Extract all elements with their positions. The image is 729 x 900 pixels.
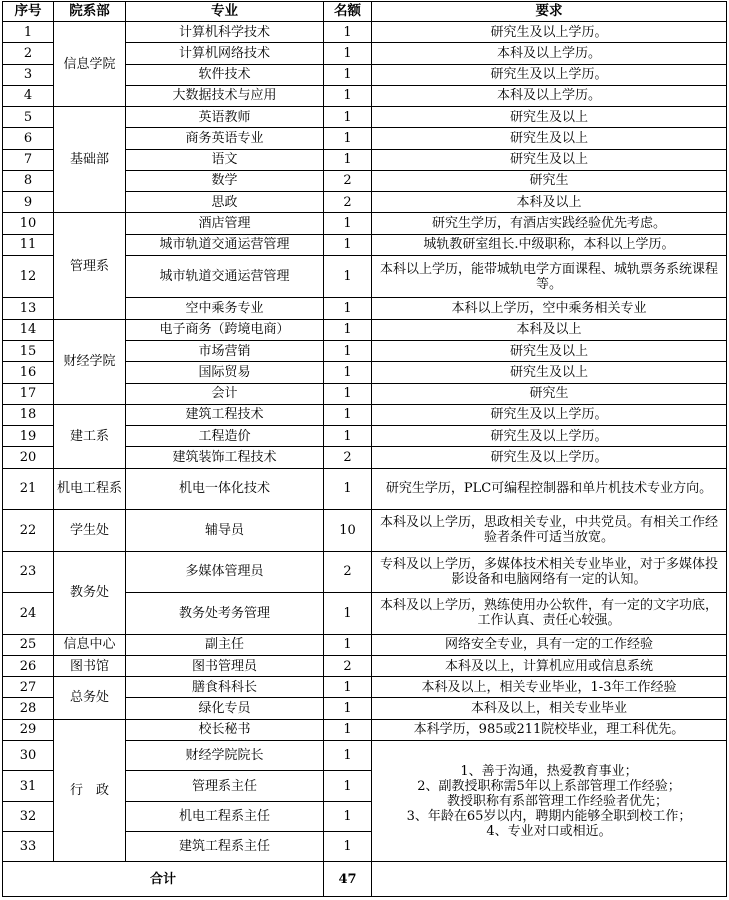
department-cell: 基础部	[54, 107, 126, 213]
table-row	[3, 634, 727, 655]
department-cell: 总务处	[54, 677, 126, 720]
row-count: 1	[324, 43, 372, 64]
row-no: 18	[3, 404, 54, 425]
row-count: 1	[324, 85, 372, 106]
row-requirement: 本科以上学历，空中乘务相关专业	[372, 298, 727, 319]
row-no: 29	[3, 719, 54, 740]
header-row	[3, 2, 727, 22]
row-major: 建筑装饰工程技术	[126, 447, 324, 468]
row-count: 1	[324, 255, 372, 298]
row-major: 机电工程系主任	[126, 801, 324, 831]
row-no: 21	[3, 468, 54, 510]
row-no: 19	[3, 426, 54, 447]
row-requirement: 研究生	[372, 383, 727, 404]
row-no: 26	[3, 655, 54, 676]
department-cell: 信息中心	[54, 634, 126, 655]
row-major: 计算机科学技术	[126, 22, 324, 43]
row-major: 多媒体管理员	[126, 551, 324, 593]
header-department: 院系部	[54, 2, 126, 22]
row-major: 工程造价	[126, 426, 324, 447]
row-count: 1	[324, 340, 372, 361]
row-major: 图书管理员	[126, 655, 324, 676]
row-count: 1	[324, 719, 372, 740]
row-major: 大数据技术与应用	[126, 85, 324, 106]
row-major: 电子商务（跨境电商）	[126, 319, 324, 340]
row-requirement: 研究生及以上	[372, 128, 727, 149]
department-cell: 图书馆	[54, 655, 126, 676]
requirement-line: 1、善于沟通，热爱教育事业；	[460, 763, 638, 779]
row-no: 11	[3, 234, 54, 255]
row-major: 财经学院院长	[126, 740, 324, 770]
total-empty	[372, 862, 727, 897]
table-row	[3, 22, 727, 43]
row-major: 商务英语专业	[126, 128, 324, 149]
row-requirement: 研究生	[372, 170, 727, 191]
row-requirement: 研究生及以上	[372, 149, 727, 170]
row-requirement: 本科及以上，相关专业毕业	[372, 698, 727, 719]
row-requirement: 本科及以上，计算机应用或信息系统	[372, 655, 727, 676]
row-requirement: 研究生及以上学历。	[372, 22, 727, 43]
table-row	[3, 404, 727, 425]
row-requirement: 本科学历，985或211院校毕业，理工科优先。	[372, 719, 727, 740]
row-count: 1	[324, 740, 372, 770]
row-no: 4	[3, 85, 54, 106]
row-no: 27	[3, 677, 54, 698]
row-count: 1	[324, 22, 372, 43]
row-major: 建筑工程技术	[126, 404, 324, 425]
row-major: 市场营销	[126, 340, 324, 361]
row-major: 酒店管理	[126, 213, 324, 234]
row-count: 2	[324, 447, 372, 468]
row-no: 28	[3, 698, 54, 719]
requirement-line: 3、年龄在65岁以内，聘期内能够全职到校工作；	[406, 808, 692, 824]
requirement-line: 4、专业对口或相近。	[486, 823, 612, 839]
row-requirement: 本科及以上	[372, 192, 727, 213]
row-no: 25	[3, 634, 54, 655]
row-requirement: 本科及以上学历。	[372, 43, 727, 64]
row-requirement: 本科以上学历，能带城轨电学方面课程、城轨票务系统课程等。	[372, 255, 727, 298]
row-no: 33	[3, 832, 54, 862]
row-no: 12	[3, 255, 54, 298]
row-major: 膳食科科长	[126, 677, 324, 698]
row-count: 1	[324, 107, 372, 128]
row-no: 17	[3, 383, 54, 404]
department-cell: 行 政	[54, 719, 126, 862]
row-no: 14	[3, 319, 54, 340]
table-row	[3, 319, 727, 340]
row-requirement: 研究生及以上学历。	[372, 447, 727, 468]
row-no: 2	[3, 43, 54, 64]
row-count: 1	[324, 771, 372, 801]
table-row	[3, 213, 727, 234]
row-count: 1	[324, 426, 372, 447]
row-no: 23	[3, 551, 54, 593]
row-major: 思政	[126, 192, 324, 213]
table-row	[3, 551, 727, 593]
row-count: 1	[324, 213, 372, 234]
row-requirement: 研究生及以上	[372, 107, 727, 128]
row-major: 计算机网络技术	[126, 43, 324, 64]
row-major: 机电一体化技术	[126, 468, 324, 510]
department-cell: 信息学院	[54, 22, 126, 107]
table-row	[3, 677, 727, 698]
row-major: 国际贸易	[126, 362, 324, 383]
row-major: 软件技术	[126, 64, 324, 85]
row-no: 32	[3, 801, 54, 831]
department-cell: 管理系	[54, 213, 126, 319]
row-no: 16	[3, 362, 54, 383]
row-no: 8	[3, 170, 54, 191]
total-count: 47	[324, 862, 372, 897]
row-major: 数学	[126, 170, 324, 191]
row-no: 31	[3, 771, 54, 801]
recruitment-table	[2, 1, 727, 897]
row-major: 城市轨道交通运营管理	[126, 255, 324, 298]
row-count: 1	[324, 593, 372, 635]
department-cell: 建工系	[54, 404, 126, 468]
department-cell: 学生处	[54, 510, 126, 552]
table-row	[3, 468, 727, 510]
total-label: 合计	[3, 862, 324, 897]
row-no: 20	[3, 447, 54, 468]
row-no: 9	[3, 192, 54, 213]
row-major: 会计	[126, 383, 324, 404]
row-count: 10	[324, 510, 372, 552]
row-requirement: 本科及以上	[372, 319, 727, 340]
row-major: 辅导员	[126, 510, 324, 552]
row-no: 24	[3, 593, 54, 635]
requirement-line: 教授职称有系部管理工作经验者优先；	[429, 793, 669, 809]
row-requirement: 专科及以上学历，多媒体技术相关专业毕业，对于多媒体投影设备和电脑网络有一定的认知。	[372, 551, 727, 593]
header-requirement: 要求	[372, 2, 727, 22]
row-major: 语文	[126, 149, 324, 170]
row-major: 英语教师	[126, 107, 324, 128]
row-count: 1	[324, 149, 372, 170]
department-cell: 财经学院	[54, 319, 126, 404]
row-requirement: 网络安全专业，具有一定的工作经验	[372, 634, 727, 655]
row-major: 副主任	[126, 634, 324, 655]
row-requirement: 研究生学历，有酒店实践经验优先考虑。	[372, 213, 727, 234]
row-no: 30	[3, 740, 54, 770]
row-count: 1	[324, 832, 372, 862]
department-cell: 机电工程系	[54, 468, 126, 510]
header-count: 名额	[324, 2, 372, 22]
row-no: 10	[3, 213, 54, 234]
row-count: 1	[324, 801, 372, 831]
row-count: 2	[324, 551, 372, 593]
row-count: 1	[324, 362, 372, 383]
table-row	[3, 655, 727, 676]
row-no: 13	[3, 298, 54, 319]
row-count: 1	[324, 404, 372, 425]
row-no: 6	[3, 128, 54, 149]
row-no: 22	[3, 510, 54, 552]
row-count: 1	[324, 383, 372, 404]
leadership-requirements	[372, 740, 727, 862]
row-major: 建筑工程系主任	[126, 832, 324, 862]
row-major: 绿化专员	[126, 698, 324, 719]
row-count: 2	[324, 192, 372, 213]
row-requirement: 本科及以上学历，思政相关专业，中共党员。有相关工作经验者条件可适当放宽。	[372, 510, 727, 552]
row-requirement: 本科及以上，相关专业毕业，1-3年工作经验	[372, 677, 727, 698]
table-row	[3, 719, 727, 740]
row-no: 7	[3, 149, 54, 170]
row-requirement: 研究生及以上	[372, 340, 727, 361]
row-major: 教务处考务管理	[126, 593, 324, 635]
row-count: 1	[324, 128, 372, 149]
table-row	[3, 107, 727, 128]
row-count: 1	[324, 468, 372, 510]
row-no: 5	[3, 107, 54, 128]
row-count: 1	[324, 698, 372, 719]
row-requirement: 研究生及以上学历。	[372, 64, 727, 85]
header-no: 序号	[3, 2, 54, 22]
row-no: 1	[3, 22, 54, 43]
row-requirement: 研究生及以上	[372, 362, 727, 383]
row-major: 管理系主任	[126, 771, 324, 801]
requirement-line: 2、副教授职称需5年以上系部管理工作经验；	[417, 778, 681, 794]
row-requirement: 本科及以上学历。	[372, 85, 727, 106]
total-row	[3, 862, 727, 897]
row-count: 1	[324, 634, 372, 655]
row-count: 1	[324, 319, 372, 340]
row-no: 15	[3, 340, 54, 361]
row-count: 1	[324, 677, 372, 698]
row-requirement: 研究生学历，PLC可编程控制器和单片机技术专业方向。	[372, 468, 727, 510]
row-major: 校长秘书	[126, 719, 324, 740]
row-major: 城市轨道交通运营管理	[126, 234, 324, 255]
row-count: 1	[324, 64, 372, 85]
row-count: 1	[324, 234, 372, 255]
department-cell: 教务处	[54, 551, 126, 634]
header-major: 专业	[126, 2, 324, 22]
table-row	[3, 510, 727, 552]
row-count: 1	[324, 298, 372, 319]
row-count: 2	[324, 170, 372, 191]
row-requirement: 研究生及以上学历。	[372, 404, 727, 425]
row-requirement: 本科及以上学历，熟练使用办公软件，有一定的文字功底，工作认真、责任心较强。	[372, 593, 727, 635]
row-no: 3	[3, 64, 54, 85]
row-requirement: 研究生及以上学历。	[372, 426, 727, 447]
row-requirement: 城轨教研室组长.中级职称，本科以上学历。	[372, 234, 727, 255]
row-count: 2	[324, 655, 372, 676]
row-major: 空中乘务专业	[126, 298, 324, 319]
